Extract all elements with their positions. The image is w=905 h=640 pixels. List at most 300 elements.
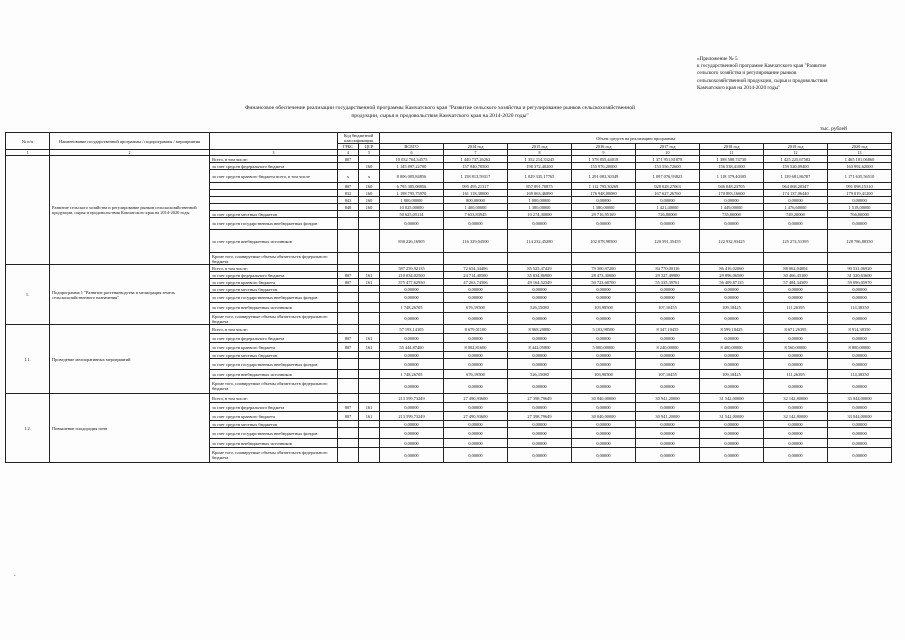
header-num: № п/п xyxy=(6,133,50,150)
year-value: 86 416,02060 xyxy=(700,265,764,272)
title-line: продукции, сырья и продовольствия Камчатского края на 2014-2020 годы" xyxy=(351,113,529,119)
total-value: 0,00000 xyxy=(380,439,444,448)
year-value: 30 941,20000 xyxy=(636,412,700,421)
header-csr: ЦСР xyxy=(359,144,380,150)
year-value: 1 440 737,26262 xyxy=(444,156,508,163)
year-value: 0,00000 xyxy=(572,359,636,370)
year-value: 0,00000 xyxy=(572,352,636,359)
year-value: 0,00000 xyxy=(828,293,892,303)
year-value: 1 476,60000 xyxy=(764,204,828,211)
year-value: 102 078,98500 xyxy=(572,230,636,253)
total-value: 0,00000 xyxy=(380,293,444,303)
header-grbs: ГРБС xyxy=(338,144,359,150)
csr-code xyxy=(359,325,380,334)
year-value: 0,00000 xyxy=(444,218,508,230)
year-value: 0,00000 xyxy=(700,428,764,439)
year-value: 0,00000 xyxy=(508,448,572,463)
year-value: 0,00000 xyxy=(508,286,572,293)
year-value: 29 327,49900 xyxy=(636,272,700,279)
grbs-code: 832 xyxy=(338,190,359,197)
csr-code xyxy=(359,370,380,379)
year-value: 0,00000 xyxy=(828,286,892,293)
year-value: 30 040,00000 xyxy=(572,412,636,421)
year-value: 156 538,41000 xyxy=(700,163,764,170)
grbs-code xyxy=(338,448,359,463)
column-index: 13 xyxy=(828,150,892,156)
year-value: 128 786,88350 xyxy=(828,230,892,253)
total-value: 587 259,92135 xyxy=(380,265,444,272)
funding-source: Всего, в том числе: xyxy=(210,394,338,403)
csr-code xyxy=(359,211,380,218)
total-value: 8 006 005,84856 xyxy=(380,170,444,183)
funding-source: за счет средств местных бюджетов xyxy=(210,421,338,428)
funding-source xyxy=(210,197,338,204)
year-value: 946 048,23705 xyxy=(700,183,764,190)
year-value: 0,00000 xyxy=(444,421,508,428)
year-value: 0,00000 xyxy=(764,403,828,412)
csr-code xyxy=(359,352,380,359)
year-value: 0,00000 xyxy=(444,403,508,412)
year-value: 8 671,26395 xyxy=(764,325,828,334)
year-value: 72 654,34406 xyxy=(444,265,508,272)
total-value: 0,00000 xyxy=(380,421,444,428)
csr-code: 160 xyxy=(359,204,380,211)
grbs-code: 843 xyxy=(338,197,359,204)
year-value: 995 495,21317 xyxy=(444,183,508,190)
appendix-line: Камчатского края на 2014-2020 годы" xyxy=(697,84,781,91)
column-index: 9 xyxy=(572,150,636,156)
year-value: 526,15080 xyxy=(508,303,572,313)
title-line: Финансовое обеспечение реализации государственной программы Камчатского края "Развитие сельского хозяйства и регулирование рынков сельскохозяйственной xyxy=(244,105,635,111)
grbs-code: 807 xyxy=(338,279,359,286)
year-value: 32 142,80000 xyxy=(764,394,828,403)
year-value: 0,00000 xyxy=(828,218,892,230)
year-value: 0,00000 xyxy=(636,359,700,370)
year-value: 0,00000 xyxy=(572,218,636,230)
appendix-line: к государственной программе Камчатского края "Развитие xyxy=(697,63,827,70)
year-value: 8 002,81600 xyxy=(444,343,508,352)
grbs-code xyxy=(338,286,359,293)
column-index: 2 xyxy=(50,150,210,156)
header-classification: Код бюджетной классификации xyxy=(338,133,380,144)
year-value: 1 158 813,59317 xyxy=(444,170,508,183)
total-value: 57 193,14105 xyxy=(380,325,444,334)
grbs-code xyxy=(338,218,359,230)
year-value: 0,00000 xyxy=(828,448,892,463)
total-value: 830 226,16905 xyxy=(380,230,444,253)
csr-code xyxy=(359,286,380,293)
year-value: 8 914,38350 xyxy=(828,325,892,334)
total-value: 1 800,00000 xyxy=(380,197,444,204)
csr-code xyxy=(359,253,380,265)
csr-code xyxy=(359,265,380,272)
header-year: 2019 год xyxy=(764,144,828,150)
year-value: 1 465 181,06860 xyxy=(828,156,892,163)
total-value: 0,00000 xyxy=(380,286,444,293)
year-value: 8 599,18425 xyxy=(700,325,764,334)
header-source xyxy=(210,133,338,150)
total-value: 1 198 795,75970 xyxy=(380,190,444,197)
year-value: 0,00000 xyxy=(572,428,636,439)
program-name: Повышение плодородия почв xyxy=(50,394,210,463)
year-value: 676,19500 xyxy=(444,303,508,313)
funding-source: за счет средств федерального бюджета xyxy=(210,163,338,170)
header-name: Наименование государственной программы / подпрограммы / мероприятия xyxy=(50,133,210,150)
funding-source: Всего, в том числе: xyxy=(210,156,338,163)
year-value: 766,00000 xyxy=(828,211,892,218)
funding-source xyxy=(210,190,338,197)
year-value: 169 063,46890 xyxy=(508,190,572,197)
csr-code: 161 xyxy=(359,279,380,286)
year-value: 0,00000 xyxy=(444,352,508,359)
year-value: 153 556,72600 xyxy=(636,163,700,170)
grbs-code xyxy=(338,379,359,394)
year-value: 85 525,47429 xyxy=(508,265,572,272)
grbs-code xyxy=(338,253,359,265)
total-value: 375 477,62930 xyxy=(380,279,444,286)
year-value: 0,00000 xyxy=(700,334,764,343)
header-volume: Объем средств на реализацию программы xyxy=(380,133,892,144)
funding-source: за счет средств местных бюджетов xyxy=(210,286,338,293)
year-value: 114,38350 xyxy=(828,303,892,313)
year-value: 0,00000 xyxy=(636,428,700,439)
csr-code: 161 xyxy=(359,403,380,412)
year-value: 57 484,34509 xyxy=(764,279,828,286)
year-value: 0,00000 xyxy=(828,379,892,394)
total-value: 1 748,26705 xyxy=(380,370,444,379)
funding-source: за счет средств федерального бюджета xyxy=(210,334,338,343)
column-index: 7 xyxy=(444,150,508,156)
table-row xyxy=(6,265,892,272)
csr-code xyxy=(359,230,380,253)
csr-code xyxy=(359,448,380,463)
total-value: 210 034,02500 xyxy=(380,272,444,279)
year-value xyxy=(444,253,508,265)
year-value: 0,00000 xyxy=(764,286,828,293)
row-number: 1.1. xyxy=(6,325,50,394)
csr-code: 160 xyxy=(359,190,380,197)
csr-code xyxy=(359,293,380,303)
year-value xyxy=(572,253,636,265)
csr-code: x xyxy=(359,170,380,183)
year-value: 1 398 588,74730 xyxy=(700,156,764,163)
year-value: 0,00000 xyxy=(636,197,700,204)
year-value xyxy=(828,253,892,265)
year-value: 103,98500 xyxy=(572,303,636,313)
grbs-code: 807 xyxy=(338,183,359,190)
year-value: 0,00000 xyxy=(828,428,892,439)
csr-code xyxy=(359,359,380,370)
finance-table xyxy=(5,132,892,463)
total-value: 0,00000 xyxy=(380,334,444,343)
year-value: 1 380,00000 xyxy=(572,204,636,211)
year-value: 0,00000 xyxy=(764,359,828,370)
year-value: 0,00000 xyxy=(444,448,508,463)
grbs-code xyxy=(338,211,359,218)
csr-code xyxy=(359,428,380,439)
funding-source: за счет средств внебюджетных источников xyxy=(210,370,338,379)
total-value: 0,00000 xyxy=(380,428,444,439)
year-value: 114,38350 xyxy=(828,370,892,379)
year-value: 0,00000 xyxy=(700,218,764,230)
total-value: 0,00000 xyxy=(380,403,444,412)
grbs-code xyxy=(338,230,359,253)
grbs-code xyxy=(338,421,359,428)
units-label: тыс. рублей xyxy=(820,126,847,132)
year-value: 0,00000 xyxy=(572,293,636,303)
year-value: 1 371 951,81878 xyxy=(636,156,700,163)
year-value: 0,00000 xyxy=(636,218,700,230)
year-value: 1 000,00000 xyxy=(508,197,572,204)
year-value: 32 142,80000 xyxy=(764,412,828,421)
csr-code xyxy=(359,379,380,394)
year-value: 1 425 225,67582 xyxy=(764,156,828,163)
funding-source: за счет средств местных бюджетов xyxy=(210,211,338,218)
year-value: 8 968,20880 xyxy=(508,325,572,334)
year-value: 0,00000 xyxy=(444,293,508,303)
year-value: 167 627,26760 xyxy=(636,190,700,197)
year-value: 59 096,05970 xyxy=(828,279,892,286)
year-value: 109,18425 xyxy=(700,370,764,379)
row-number xyxy=(6,156,50,265)
funding-source: за счет средств краевого бюджета xyxy=(210,343,338,352)
year-value: 991 098,15310 xyxy=(828,183,892,190)
year-value: 31 542,00000 xyxy=(700,412,764,421)
grbs-code: 807 xyxy=(338,334,359,343)
funding-source: за счет средств государственных внебюджетных фондов xyxy=(210,218,338,230)
year-value: 0,00000 xyxy=(636,313,700,325)
table-row xyxy=(6,156,892,163)
year-value: 122 932,93425 xyxy=(700,230,764,253)
total-value: 1 145 897,22700 xyxy=(380,163,444,170)
funding-source: Кроме того, планируемые объемы обязательств федерального бюджета xyxy=(210,448,338,463)
funding-source: Кроме того, планируемые объемы обязательств федерального бюджета xyxy=(210,253,338,265)
year-value: 0,00000 xyxy=(764,313,828,325)
grbs-code xyxy=(338,359,359,370)
year-value: 0,00000 xyxy=(700,313,764,325)
program-name: Развитие сельского хозяйства и регулирование рынков сельскохозяйственной продукции, сырья и продовольствия Камчатского края на 2014-2020 годы xyxy=(50,156,210,265)
year-value: 8 400,00000 xyxy=(700,343,764,352)
grbs-code xyxy=(338,313,359,325)
year-value: 0,00000 xyxy=(508,313,572,325)
year-value: 0,00000 xyxy=(572,313,636,325)
year-value: 1 097 076,93823 xyxy=(636,170,700,183)
year-value: 88 062,04004 xyxy=(764,265,828,272)
column-index: 8 xyxy=(508,150,572,156)
year-value xyxy=(636,253,700,265)
year-value: 0,00000 xyxy=(508,359,572,370)
funding-source: за счет средств внебюджетных источников xyxy=(210,230,338,253)
column-index: 4 xyxy=(338,150,359,156)
year-value: 1 029 335,17765 xyxy=(508,170,572,183)
year-value: 726,80000 xyxy=(636,211,700,218)
year-value: 1 171 635,56510 xyxy=(828,170,892,183)
funding-source: за счет средств внебюджетных источников xyxy=(210,439,338,448)
year-value: 0,00000 xyxy=(764,293,828,303)
year-value xyxy=(764,253,828,265)
year-value: 159 520,09400 xyxy=(764,163,828,170)
year-value: 0,00000 xyxy=(700,293,764,303)
table-row xyxy=(6,394,892,403)
funding-source: за счет средств краевого бюджета xyxy=(210,412,338,421)
grbs-code xyxy=(338,163,359,170)
year-value: 0,00000 xyxy=(700,379,764,394)
year-value: 0,00000 xyxy=(764,334,828,343)
csr-code: 161 xyxy=(359,412,380,421)
total-value: 0,00000 xyxy=(380,218,444,230)
year-value: 0,00000 xyxy=(700,403,764,412)
year-value: 0,00000 xyxy=(636,448,700,463)
header-year: 2016 год xyxy=(572,144,636,150)
year-value: 28 473,30000 xyxy=(572,272,636,279)
year-value: 0,00000 xyxy=(764,352,828,359)
grbs-code xyxy=(338,293,359,303)
year-value: 107,10455 xyxy=(636,303,700,313)
year-value: 0,00000 xyxy=(764,218,828,230)
total-value: 213 599,73249 xyxy=(380,394,444,403)
year-value: 33 044,00000 xyxy=(828,394,892,403)
year-value: 170 883,16600 xyxy=(700,190,764,197)
column-index: 12 xyxy=(764,150,828,156)
grbs-code xyxy=(338,265,359,272)
table-row xyxy=(6,325,892,334)
year-value: 31 542,00000 xyxy=(700,394,764,403)
year-value: 56 409,87135 xyxy=(700,279,764,286)
year-value: 0,00000 xyxy=(508,403,572,412)
year-value: 1 118 379,40305 xyxy=(700,170,764,183)
year-value: 0,00000 xyxy=(572,286,636,293)
year-value: 10 274,30000 xyxy=(508,211,572,218)
total-value: 55 444,87400 xyxy=(380,343,444,352)
funding-source: Всего, в том числе: xyxy=(210,265,338,272)
column-index: 10 xyxy=(636,150,700,156)
grbs-code xyxy=(338,428,359,439)
year-value: 0,00000 xyxy=(508,352,572,359)
year-value: 5 103,98500 xyxy=(572,325,636,334)
year-value: 735,00000 xyxy=(700,211,764,218)
grbs-code: 807 xyxy=(338,156,359,163)
year-value: 0,00000 xyxy=(572,448,636,463)
header-year: 2017 год xyxy=(636,144,700,150)
csr-code: 161 xyxy=(359,334,380,343)
appendix-note xyxy=(697,56,897,92)
program-name: Подпрограмма 1 "Развитие растениеводства и мелиорация земель сельскохозяйственного назначения" xyxy=(50,265,210,325)
year-value: 0,00000 xyxy=(636,421,700,428)
year-value: 8 679,01100 xyxy=(444,325,508,334)
total-value xyxy=(380,253,444,265)
year-value: 0,00000 xyxy=(700,359,764,370)
column-index: 3 xyxy=(210,150,338,156)
year-value: 0,00000 xyxy=(828,403,892,412)
funding-source xyxy=(210,204,338,211)
total-value: 0,00000 xyxy=(380,379,444,394)
year-value: 111,26395 xyxy=(764,303,828,313)
year-value: 0,00000 xyxy=(828,197,892,204)
total-value: 0,00000 xyxy=(380,313,444,325)
csr-code: 161 xyxy=(359,343,380,352)
year-value: 1 421,40000 xyxy=(636,204,700,211)
year-value: 116 329,04500 xyxy=(444,230,508,253)
csr-code: 161 xyxy=(359,272,380,279)
grbs-code: x xyxy=(338,170,359,183)
year-value: 800,00000 xyxy=(444,197,508,204)
year-value: 0,00000 xyxy=(444,359,508,370)
year-value: 155 976,20000 xyxy=(572,163,636,170)
row-number: 1.2. xyxy=(6,394,50,463)
year-value: 27 398,79649 xyxy=(508,394,572,403)
total-value: 10 032 764,34575 xyxy=(380,156,444,163)
year-value: 109,18425 xyxy=(700,303,764,313)
year-value: 964 068,20347 xyxy=(764,183,828,190)
year-value: 0,00000 xyxy=(828,313,892,325)
year-value xyxy=(508,253,572,265)
year-value: 103,98500 xyxy=(572,370,636,379)
column-index: 11 xyxy=(700,150,764,156)
total-value: 213 599,73249 xyxy=(380,412,444,421)
year-value: 0,00000 xyxy=(572,334,636,343)
year-value: 0,00000 xyxy=(508,379,572,394)
appendix-line: сельского хозяйства и регулирование рынков xyxy=(697,70,797,77)
year-value: 928 028,27063 xyxy=(636,183,700,190)
program-name: Проведение мелиоративных мероприятий xyxy=(50,325,210,394)
year-value: 0,00000 xyxy=(636,286,700,293)
year-value: 0,00000 xyxy=(764,197,828,204)
csr-code: 160 xyxy=(359,197,380,204)
grbs-code: 807 xyxy=(338,403,359,412)
year-value: 0,00000 xyxy=(508,218,572,230)
year-value: 0,00000 xyxy=(636,334,700,343)
year-value: 0,00000 xyxy=(764,439,828,448)
year-value: 114 232,45280 xyxy=(508,230,572,253)
year-value: 84 770,00116 xyxy=(636,265,700,272)
year-value: 0,00000 xyxy=(636,352,700,359)
header-year: 2014 год xyxy=(444,144,508,150)
year-value: 5 000,00000 xyxy=(572,343,636,352)
funding-source: Всего, в том числе: xyxy=(210,325,338,334)
year-value: 7 653,83945 xyxy=(444,211,508,218)
csr-code xyxy=(359,421,380,428)
year-value: 27 398,79649 xyxy=(508,412,572,421)
grbs-code xyxy=(338,303,359,313)
funding-source: за счет средств государственных внебюджетных фондов xyxy=(210,428,338,439)
year-value: 0,00000 xyxy=(828,359,892,370)
csr-code xyxy=(359,313,380,325)
year-value: 27 490,93600 xyxy=(444,394,508,403)
year-value: 749,20000 xyxy=(764,211,828,218)
appendix-line: «Приложение № 5 xyxy=(697,56,738,62)
year-value: 30 466,43100 xyxy=(764,272,828,279)
year-value: 0,00000 xyxy=(764,379,828,394)
year-value: 90 531,06920 xyxy=(828,265,892,272)
csr-code xyxy=(359,303,380,313)
csr-code xyxy=(359,218,380,230)
year-value: 0,00000 xyxy=(700,421,764,428)
year-value: 157 940,78500 xyxy=(444,163,508,170)
year-value: 1 400,00000 xyxy=(444,204,508,211)
year-value: 676,19500 xyxy=(444,370,508,379)
year-value: 111,26395 xyxy=(764,370,828,379)
year-value: 0,00000 xyxy=(444,286,508,293)
year-value: 8 442,05800 xyxy=(508,343,572,352)
year-value: 125 274,51395 xyxy=(764,230,828,253)
funding-source xyxy=(210,183,338,190)
grbs-code xyxy=(338,325,359,334)
header-year: 2018 год xyxy=(700,144,764,150)
row-number: 1. xyxy=(6,265,50,325)
document-title xyxy=(160,104,720,120)
year-value: 0,00000 xyxy=(636,379,700,394)
year-value: 1 449,00000 xyxy=(700,204,764,211)
